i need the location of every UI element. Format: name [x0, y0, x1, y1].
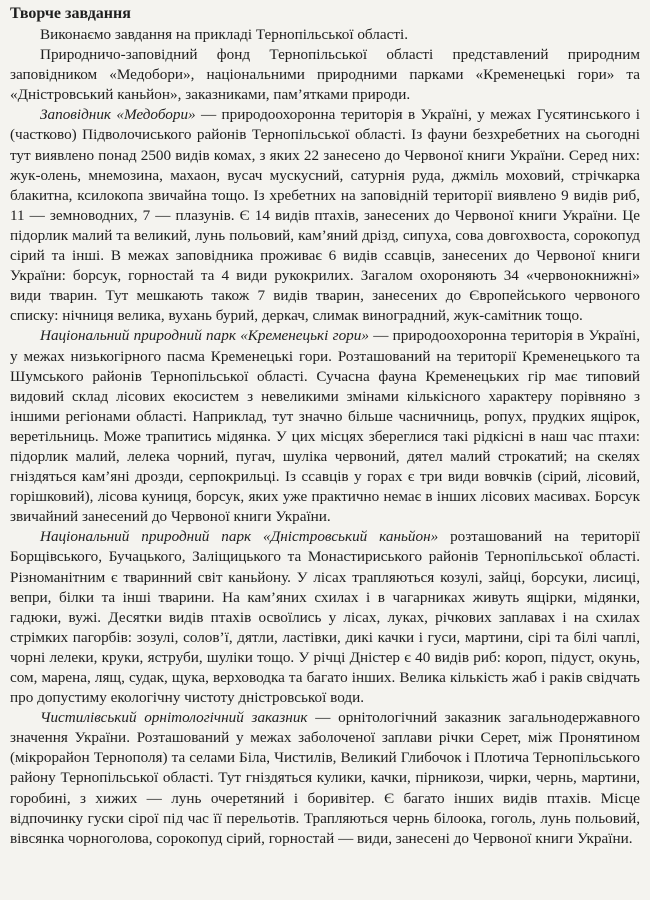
- paragraph-text: Природничо-заповідний фонд Тернопільської області представлений природним заповідником «Медобори», національними природними парками «Кременецькі гори» та «Дністровський каньйон», заказниками, пам’ятками природи.: [10, 46, 640, 104]
- paragraph-medobory: [10, 105, 640, 326]
- paragraph-text: — орнітологічний заказник загальнодержавного значення України. Розташований у межах заболоченої заплави річки Серет, між Пронятином (мікрорайон Тернополя) та селами Біла, Чистилів, Великий Глибочок і Плотича Тернопільського району Тернопільської області. Тут гніздяться кулики, качки, пірникози, чирки, чернь, мартини, горобині, з хижих — лунь очеретяний і боривітер. Є багато інших видів птахів. Місце відпочинку гуски сірої під час її перельотів. Трапляються чернь білоока, гоголь, лунь польовий, вівсянка чорноголова, сорокопуд сірий, горностай — види, занесені до Червоної книги України.: [10, 709, 640, 847]
- paragraph-intro: [10, 25, 640, 45]
- paragraph-lead: Національний природний парк «Дністровський каньйон»: [40, 528, 439, 546]
- paragraph-text: розташований на території Борщівського, Бучацького, Заліщицького та Монастириського районів Тернопільської області. Різноманітним є тваринний світ каньйону. У лісах трапляються козулі, зайці, борсуки, лисиці, вепри, білки та інші тварини. На кам’яних схилах і в чагарниках живуть ящірки, мідянки, гадюки, вужі. Десятки видів птахів освоїлись у лісах, луках, річкових заплавах і на схилах стрімких пагорбів: зозулі, солов’ї, дятли, ластівки, дикі качки і гуси, мартини, сірі та білі чаплі, чорні лелеки, круки, яструби, шуліки тощо. У річці Дністер є 40 видів риб: короп, підуст, окунь, сом, марена, лящ, судак, щука, верховодка та багато інших. Велика кількість жаб і раків свідчать про допустиму екологічну чистоту дністровської води.: [10, 528, 640, 707]
- paragraph-kremenets: [10, 326, 640, 527]
- paragraph-text: — природоохоронна територія в Україні, у межах Гусятинського і (частково) Підволочиського районів Тернопільської області. Із фауни безхребетних на сьогодні тут виявлено понад 2500 видів комах, з яких 22 занесено до Червоної книги України. Серед них: жук-олень, мнемозина, махаон, вусач мускусний, сатурнія руда, джміль моховий, стрічкарка блакитна, ксилокопа звичайна тощо. Із хребетних на заповідній території виявлено 9 видів риб, 11 — земноводних, 7 — плазунів. Є 14 видів птахів, занесених до Червоної книги України. Це підорлик малий та великий, лунь польовий, кам’яний дрізд, сипуха, сова довгохвоста, сорокопуд сірий та інші. В межах заповідника проживає 6 видів ссавців, занесених до Червоної книги України: борсук, горностай та 4 види рукокрилих. Загалом охороняють 34 «червонокнижні» види тварин. Тут мешкають також 7 видів тварин, занесених до Європейського червоного списку: нічниця велика, вухань бурий, деркач, слимак виноградний, жук-самітник тощо.: [10, 106, 640, 325]
- paragraph-lead: Чистилівський орнітологічний заказник: [40, 709, 308, 727]
- section-heading: Творче завдання: [10, 5, 131, 22]
- paragraph-lead: Національний природний парк «Кременецькі гори»: [40, 327, 369, 345]
- paragraph-text: Виконаємо завдання на прикладі Тернопільської області.: [40, 26, 408, 43]
- paragraph-chystyliv: [10, 708, 640, 849]
- paragraph-lead: Заповідник «Медобори»: [40, 106, 196, 124]
- paragraph-text: — природоохоронна територія в Україні, у межах низькогірного пасма Кременецькі гори. Розташований на території Кременецького та Шумського районів Тернопільської області. Сучасна фауна Кременецьких гір має типовий видовий склад лісових екосистем з невеликими змінами кількісного характеру порівняно з іншими регіонами області. Наприклад, тут значно більше часничниць, ропух, прудких ящірок, веретільниць. Може трапитись мідянка. У цих місцях збереглися такі рідкісні в наш час птахи: підорлик малий, лелека чорний, пугач, шуліка червоний, дятел малий строкатий; на скелях гніздяться кам’яні дрозди, серпокрильці. Із ссавців у горах є три види вовчків (сірий, лісовий, горішковий), лісова куниця, борсук, яких уже практично немає в інших лісових масивах. Борсук звичайний занесений до Червоної книги України.: [10, 327, 640, 526]
- paragraph-dniester: [10, 527, 640, 708]
- paragraph-fund: [10, 45, 640, 105]
